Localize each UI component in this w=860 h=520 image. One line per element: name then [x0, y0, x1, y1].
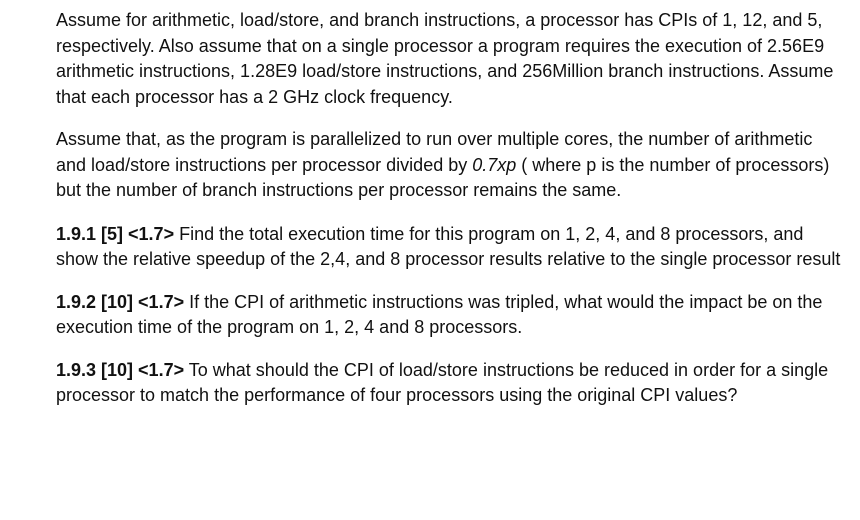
intro-paragraph-1: Assume for arithmetic, load/store, and branch instructions, a processor has CPIs of 1, 12, and 5, respectively. Also assume that on a single processor a program requires the execution of 2.56E9 arithmetic instructions, 1.28E9 load/store instructions, and 256Million branch instructions. Assume that each processor has a 2 GHz clock frequency.	[56, 10, 834, 107]
question-1-9-2	[56, 290, 846, 341]
question-text: Find the total execution time for this program on 1, 2, 4, and 8 processors, and show the relative speedup of the 2,4, and 8 processor results relative to the single processor result	[56, 223, 841, 269]
question-tag: 1.9.2 [10] <1.7>	[56, 291, 185, 312]
intro-paragraph-2-before: Assume that, as the program is parallelized to run over multiple cores, the number of arithmetic and load/store instructions per processor divided by	[56, 129, 813, 175]
document-body	[56, 8, 846, 409]
math-expression: 0.7xp	[472, 154, 517, 175]
intro-paragraph-2	[56, 127, 846, 204]
question-1-9-1	[56, 222, 846, 273]
question-text: If the CPI of arithmetic instructions was tripled, what would the impact be on the execution time of the program on 1, 2, 4 and 8 processors.	[56, 291, 823, 337]
question-tag: 1.9.3 [10] <1.7>	[56, 359, 185, 380]
question-tag: 1.9.1 [5] <1.7>	[56, 223, 175, 244]
question-text: To what should the CPI of load/store instructions be reduced in order for a single processor to match the performance of four processors using the original CPI values?	[56, 359, 829, 405]
question-1-9-3	[56, 358, 846, 409]
intro-paragraph-2-after: ( where p is the number of processors) but the number of branch instructions per processor remains the same.	[56, 154, 830, 200]
